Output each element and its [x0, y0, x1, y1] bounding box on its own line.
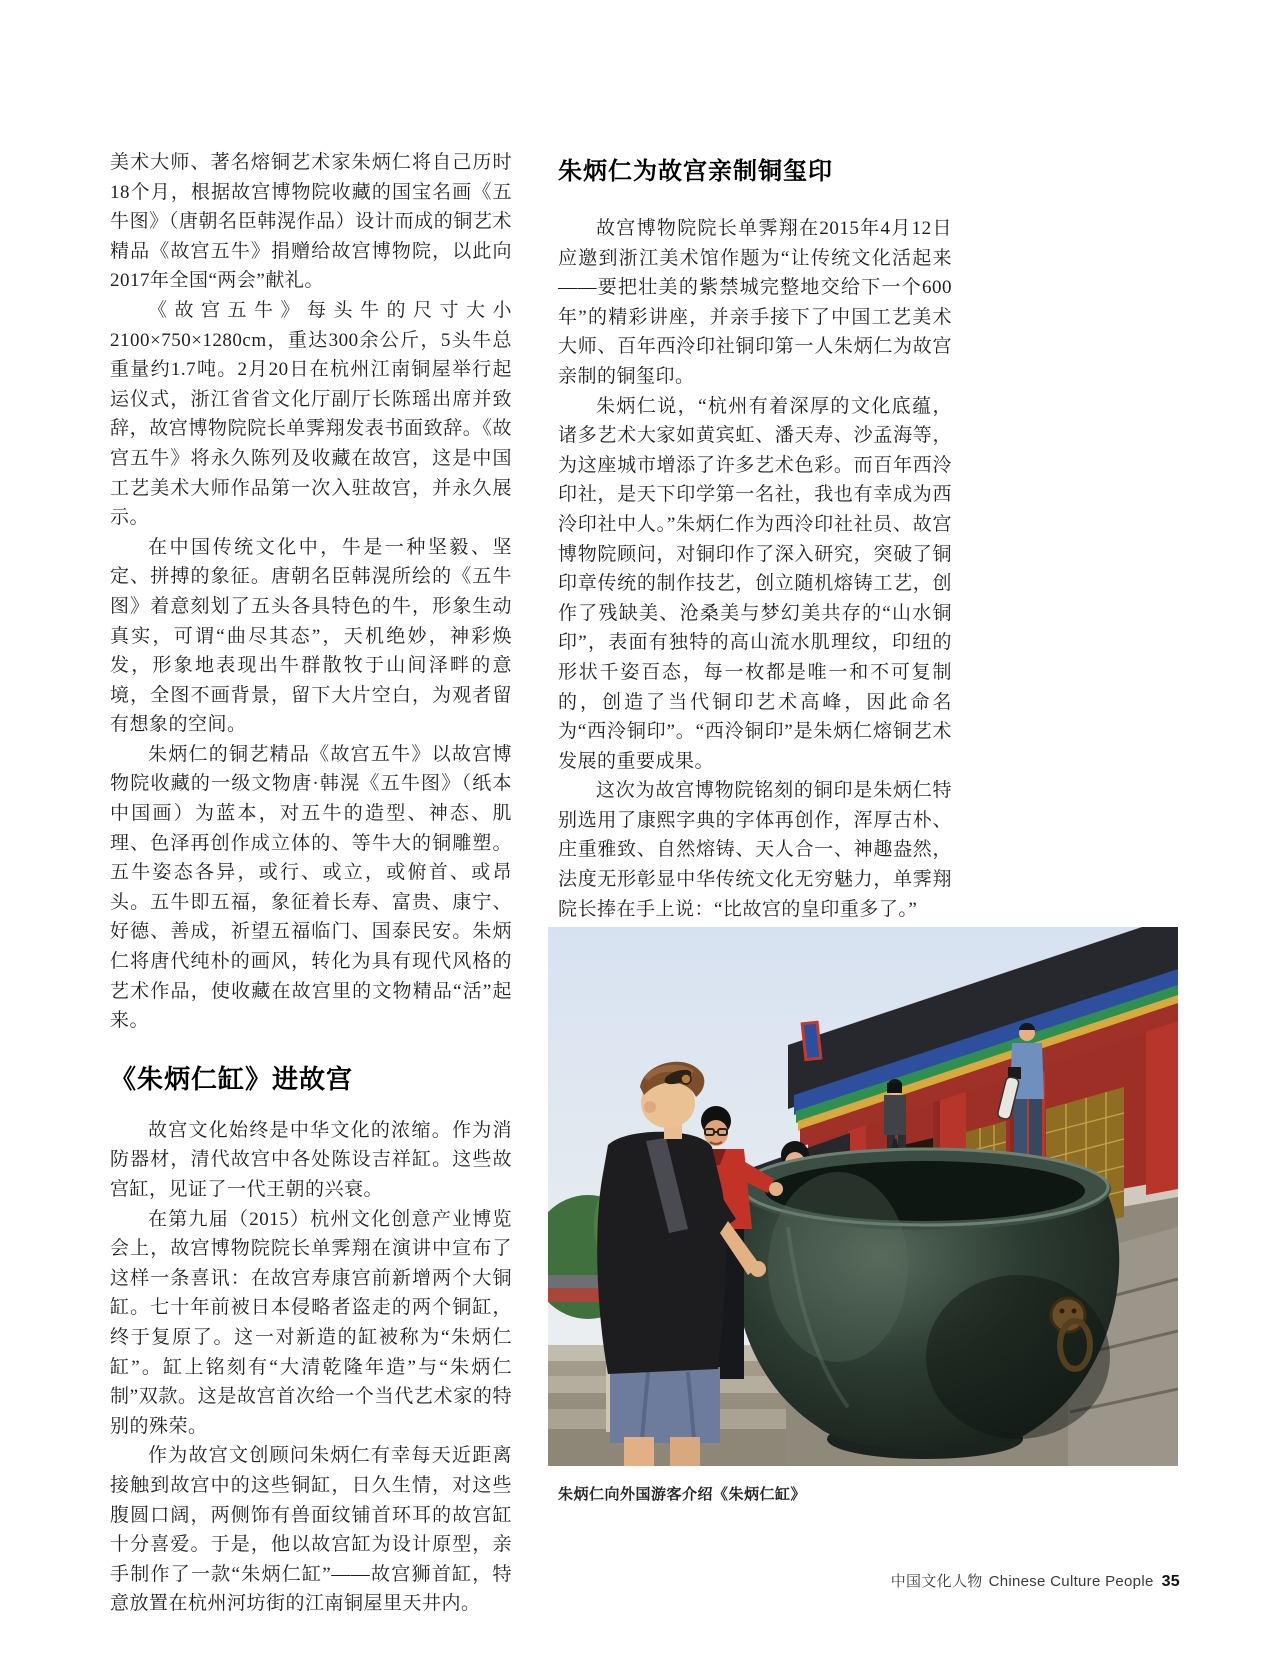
photo-caption: 朱炳仁向外国游客介绍《朱炳仁缸》 — [558, 1486, 807, 1503]
section-heading-vat-enters-palace: 《朱炳仁缸》进故宫 — [110, 1063, 354, 1094]
paragraph: 朱炳仁说，“杭州有着深厚的文化底蕴，诸多艺术大家如黄宾虹、潘天寿、沙孟海等，为这座城市增添了许多艺术色彩。而百年西泠印社，是天下印学第一名社，我也有幸成为西泠印社中人。”朱炳仁作为西泠印社社员、故宫博物院顾问，对铜印作了深入研究，突破了铜印章传统的制作技艺，创立随机熔铸工艺，创作了残缺美、沧桑美与梦幻美共存的“山水铜印”，表面有独特的高山流水肌理纹，印纽的形状千姿百态，每一枚都是唯一和不可复制的，创造了当代铜印艺术高峰，因此命名为“西泠铜印”。“西泠铜印”是朱炳仁熔铜艺术发展的重要成果。 — [558, 395, 952, 772]
photo-illustration — [548, 927, 1178, 1466]
section-heading-bronze-seal: 朱炳仁为故宫亲制铜玺印 — [558, 158, 833, 185]
page-number: 35 — [1161, 1573, 1180, 1590]
paragraph: 《故宫五牛》每头牛的尺寸大小2100×750×1280cm，重达300余公斤，5头牛总重量约1.7吨。2月20日在杭州江南铜屋举行起运仪式，浙江省省文化厅副厅长陈瑶出席并致辞，故宫博物院院长单霁翔发表书面致辞。《故宫五牛》将永久陈列及收藏在故宫，这是中国工艺美术大师作品第一次入驻故宫，并永久展示。 — [110, 299, 512, 529]
paragraph: 故宫博物院院长单霁翔在2015年4月12日应邀到浙江美术馆作题为“让传统文化活起来——要把壮美的紫禁城完整地交给下一个600年”的精彩讲座，并亲手接下了中国工艺美术大师、百年西泠印社铜印第一人朱炳仁为故宫亲制的铜玺印。 — [558, 218, 952, 387]
paragraph: 朱炳仁的铜艺精品《故宫五牛》以故宫博物院收藏的一级文物唐·韩滉《五牛图》（纸本中国画）为蓝本，对五牛的造型、神态、肌理、色泽再创作成立体的、等牛大的铜雕塑。五牛姿态各异，或行、或立，或俯首、或昂头。五牛即五福，象征着长寿、富贵、康宁、好德、善成，祈望五福临门、国泰民安。朱炳仁将唐代纯朴的画风，转化为具有现代风格的艺术作品，使收藏在故宫里的文物精品“活”起来。 — [110, 743, 512, 1032]
paragraph: 在中国传统文化中，牛是一种坚毅、坚定、拼搏的象征。唐朝名臣韩滉所绘的《五牛图》着意刻划了五头各具特色的牛，形象生动真实，可谓“曲尽其态”，天机绝妙，神彩焕发，形象地表现出牛群散牧于山间泽畔的意境，全图不画背景，留下大片空白，为观者留有想象的空间。 — [110, 536, 512, 736]
right-column — [558, 156, 952, 924]
paragraph: 美术大师、著名熔铜艺术家朱炳仁将自己历时18个月，根据故宫博物院收藏的国宝名画《五牛图》（唐朝名臣韩滉作品）设计而成的铜艺术精品《故宫五牛》捐赠给故宫博物院，以此向2017年全国“两会”献礼。 — [110, 152, 512, 292]
paragraph: 这次为故宫博物院铭刻的铜印是朱炳仁特别选用了康熙字典的字体再创作，浑厚古朴、庄重雅致、自然熔铸、天人合一、神趣盎然，法度无形彰显中华传统文化无穷魅力，单霁翔院长捧在手上说：“比故宫的皇印重多了。” — [558, 780, 952, 920]
magazine-name-en: Chinese Culture People — [988, 1573, 1154, 1590]
page-footer — [891, 1570, 1180, 1591]
blue-plaque — [802, 1022, 821, 1059]
paragraph: 作为故宫文创顾问朱炳仁有幸每天近距离接触到故宫中的这些铜缸，日久生情，对这些腹圆口阔，两侧饰有兽面纹铺首环耳的故宫缸十分喜爱。于是，他以故宫缸为设计原型，亲手制作了一款“朱炳仁缸”——故宫狮首缸，特意放置在杭州河坊街的江南铜屋里天井内。 — [110, 1445, 512, 1615]
magazine-name-cn: 中国文化人物 — [890, 1573, 983, 1590]
left-column — [110, 148, 512, 1619]
paragraph: 故宫文化始终是中华文化的浓缩。作为消防器材，清代故宫中各处陈设吉祥缸。这些故宫缸，见证了一代王朝的兴衰。 — [110, 1119, 512, 1200]
paragraph: 在第九届（2015）杭州文化创意产业博览会上，故宫博物院院长单霁翔在演讲中宣布了这样一条喜讯：在故宫寿康宫前新增两个大铜缸。七十年前被日本侵略者盗走的两个铜缸，终于复原了。这一对新造的缸被称为“朱炳仁缸”。缸上铭刻有“大清乾隆年造”与“朱炳仁制”双款。这是故宫首次给一个当代艺术家的特别的殊荣。 — [110, 1208, 512, 1437]
photo-forbidden-city-vat — [548, 927, 1178, 1466]
